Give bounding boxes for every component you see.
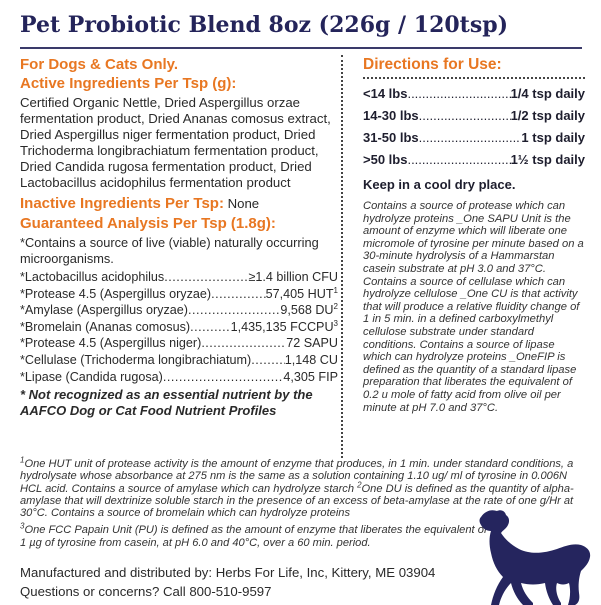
- contact-info: [20, 563, 435, 601]
- leader-dots: [211, 286, 266, 303]
- analysis-label: *Protease 4.5 (Aspergillus niger): [20, 336, 202, 351]
- leader-dots: [407, 149, 510, 171]
- leader-dots: [419, 105, 511, 127]
- leader-dots: [251, 352, 285, 369]
- direction-row: [363, 127, 585, 149]
- analysis-row: [20, 369, 338, 386]
- direction-dose: 1 tsp daily: [521, 130, 585, 145]
- analysis-label: *Amylase (Aspergillus oryzae): [20, 303, 188, 318]
- analysis-value: ≥1.4 billion CFU: [248, 270, 338, 284]
- leader-dots: [163, 369, 284, 386]
- right-column: [363, 55, 585, 414]
- analysis-list: [20, 269, 338, 385]
- analysis-row: [20, 335, 338, 352]
- analysis-value-text: 57,405 HUT: [265, 286, 334, 301]
- column-divider: [341, 55, 343, 458]
- analysis-row: [20, 352, 338, 369]
- inactive-ingredients-line: [20, 195, 338, 213]
- analysis-label: *Lipase (Candida rugosa): [20, 369, 163, 384]
- storage-instruction: Keep in a cool dry place.: [363, 177, 516, 192]
- direction-dose: 1/2 tsp daily: [510, 108, 585, 123]
- direction-weight: 31-50 lbs: [363, 130, 419, 145]
- aafco-note: * Not recognized as an essential nutrient by the AAFCO Dog or Cat Food Nutrient Profiles: [20, 387, 313, 418]
- leader-dots: [164, 269, 248, 286]
- analysis-label: *Protease 4.5 (Aspergillus oryzae): [20, 286, 212, 301]
- left-column: [20, 55, 338, 418]
- analysis-value: 4,305 FIP: [283, 369, 338, 384]
- footnote-marker: 3: [20, 521, 25, 531]
- footnote-2-text: One DU is defined as the quantity of alpha-amylase that will dextrinize soluble starch in the presence of an excess of beta-amylase at the rate of one g/Hr at 30°C. Contains a source of bromelain which can hydrolyze proteins: [20, 482, 574, 520]
- directions-list: [363, 83, 585, 171]
- active-ingredients-heading: Active Ingredients Per Tsp (g):: [20, 75, 237, 92]
- title-underline: [20, 47, 582, 49]
- analysis-value: 1,148 CU: [284, 352, 338, 367]
- analysis-row: [20, 269, 338, 286]
- footnote-marker: 1: [20, 455, 25, 465]
- analysis-row: [20, 302, 338, 319]
- active-ingredients-text: Certified Organic Nettle, Dried Aspergillus orzae fermentation product, Dried Ananas comosus extract, Dried Aspergillus niger fermentation product, Dried Trichoderma longibrachiatum fermentation product, Dried Candida rugosa fermentation product, Dried Lactobacillus acidophilus fermentation product: [20, 95, 331, 190]
- analysis-value-text: 9,568 DU: [280, 303, 334, 318]
- direction-weight: 14-30 lbs: [363, 108, 419, 123]
- analysis-value: [231, 319, 338, 336]
- analysis-value: [280, 302, 338, 319]
- guaranteed-analysis-heading: Guaranteed Analysis Per Tsp (1.8g):: [20, 215, 276, 232]
- leader-dots: [188, 302, 280, 319]
- footnote-ref: 2: [333, 302, 338, 311]
- footnote-marker: 2: [357, 479, 362, 489]
- footnote-3: [20, 521, 490, 549]
- direction-weight: >50 lbs: [363, 152, 408, 167]
- inactive-ingredients-heading: Inactive Ingredients Per Tsp:: [20, 195, 224, 212]
- product-title: Pet Probiotic Blend 8oz (226g / 120tsp): [20, 12, 509, 38]
- direction-dose: 1½ tsp daily: [510, 152, 585, 167]
- direction-row: [363, 105, 585, 127]
- analysis-row: [20, 286, 338, 303]
- directions-underline: [363, 77, 585, 79]
- analysis-label: *Cellulase (Trichoderma longibrachiatum): [20, 352, 252, 367]
- directions-heading: Directions for Use:: [363, 56, 502, 73]
- analysis-value: 72 SAPU: [286, 336, 338, 351]
- leader-dots: [407, 83, 510, 105]
- analysis-value-text: 1,435,135 FCCPU: [230, 319, 334, 334]
- analysis-row: [20, 319, 338, 336]
- questions-line: Questions or concerns? Call 800-510-9597: [20, 584, 272, 599]
- enzyme-definitions-note: Contains a source of protease which can hydrolyze proteins _One SAPU Unit is the amount of enzyme which will liberate one micromole of tyrosine per minute based on a 30-minute hydrolysis of a Hammarstan casein substrate at pH 3.0 and 37°C. Contains a source of cellulase which can hydrolyze cellulose _One CU is that activity that will produce a relative fluidity change of 1 in 5 min. in a defined carboxylmethyl cellulose substrate under standard conditions. Contains a source of lipase which can hydrolyze proteins _OneFIP is defined as the quantity of a standard lipase preparation that liberates the equivalent of 0.2 u mole of fatty acid from olive oil per minute at pH 7.0 and 37°C.: [363, 200, 584, 414]
- for-pets-heading: For Dogs & Cats Only.: [20, 56, 179, 73]
- leader-dots: [419, 127, 522, 149]
- leader-dots: [201, 335, 286, 352]
- footnote-3-text: One FCC Papain Unit (PU) is defined as the amount of enzyme that liberates the equivalent of 1 µg of tyrosine from casein, at pH 6.0 and 40°C, over a 60 min. period.: [20, 524, 487, 549]
- analysis-label: *Lactobacillus acidophilus: [20, 270, 165, 284]
- footnote-1-text: One HUT unit of protease activity is the amount of enzyme that produces, in 1 min. under standard conditions, a hydrolysate whose absorbance at 275 nm is the same as a solution containing 1.10 ug/ ml of tyrosine in 0.006N HCL acid. Contains a source of amylase which can hydrolyze starch: [20, 458, 574, 495]
- analysis-label: *Bromelain (Ananas comosus): [20, 319, 191, 334]
- direction-row: [363, 83, 585, 105]
- dog-silhouette-icon: [475, 505, 595, 605]
- live-microorganisms-note: *Contains a source of live (viable) naturally occurring microorganisms.: [20, 235, 319, 266]
- inactive-ingredients-value: None: [223, 196, 260, 211]
- manufacturer-line: Manufactured and distributed by: Herbs For Life, Inc, Kittery, ME 03904: [20, 565, 436, 580]
- direction-row: [363, 149, 585, 171]
- analysis-value: [266, 286, 338, 303]
- leader-dots: [190, 319, 231, 336]
- direction-dose: 1/4 tsp daily: [510, 86, 585, 101]
- footnote-ref: 1: [333, 285, 338, 295]
- footnote-ref: 3: [333, 318, 338, 328]
- direction-weight: <14 lbs: [363, 86, 408, 101]
